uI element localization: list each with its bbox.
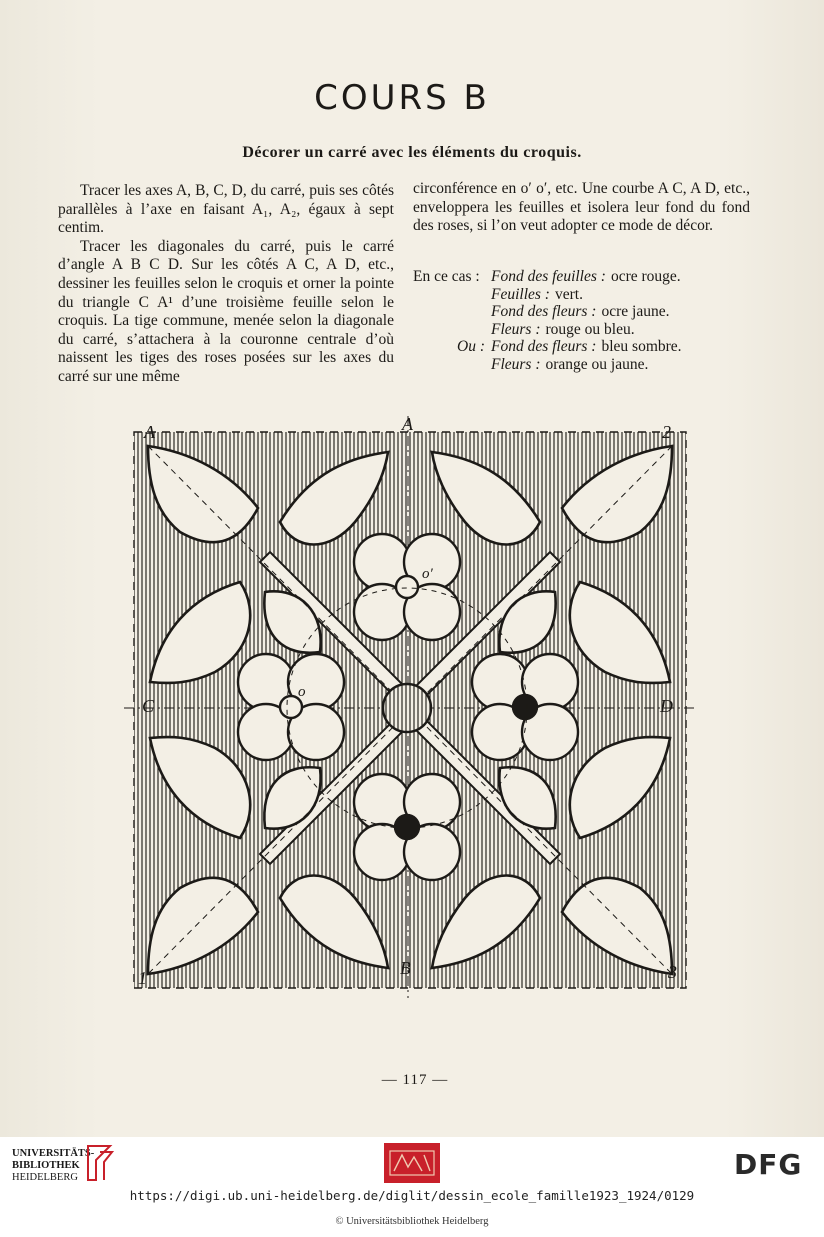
label-top-left: A (144, 422, 155, 442)
color-row-label (413, 303, 491, 321)
color-row (413, 356, 743, 374)
color-row (413, 286, 743, 304)
color-row (413, 303, 743, 321)
color-row-value: ocre rouge. (610, 268, 681, 285)
color-row (413, 321, 743, 339)
color-scheme-list (413, 268, 743, 374)
color-row-label (413, 286, 491, 304)
color-row-key: Fond des feuilles : (491, 268, 606, 285)
label-bottom-left: 1 (138, 968, 147, 988)
page-title: COURS B (314, 78, 490, 118)
color-row-label (413, 321, 491, 339)
color-row-label: En ce cas : (413, 268, 480, 285)
color-row-key: Fleurs : (491, 355, 541, 373)
color-row-key: Feuilles : (491, 285, 550, 303)
color-row-label: Ou : (457, 338, 485, 356)
color-row-value: bleu sombre. (601, 338, 682, 356)
color-row-label (413, 356, 491, 374)
label-bottom-center: B (400, 958, 411, 978)
left-column (58, 182, 394, 387)
episteme-logo[interactable] (384, 1143, 440, 1183)
flower-right (472, 654, 578, 760)
color-row-key: Fond des fleurs : (491, 338, 597, 356)
label-o-prime: o′ (422, 566, 433, 582)
logo-line-3: HEIDELBERG (12, 1172, 78, 1183)
document-url-link[interactable]: https://digi.ub.uni-heidelberg.de/diglit/dessin_ecole_famille1923_1924/0129 (129, 1188, 695, 1203)
paragraph-axes: Tracer les axes A, B, C, D, du carré, puis ses côtés parallèles à l’axe en faisant A₁, A₂, égaux à sept centim. (58, 182, 394, 237)
flower-bottom (354, 774, 460, 880)
label-right: D (660, 696, 673, 716)
logo-line-2: BIBLIOTHEK (12, 1160, 80, 1171)
decorated-square-figure (120, 412, 700, 1002)
right-column (413, 180, 750, 236)
color-row-value: orange ou jaune. (545, 355, 649, 373)
paragraph-diagonals: Tracer les diagonales du carré, puis le carré d’angle A B C D. Sur les côtés A C, A D, etc., dessiner les feuilles selon le croquis et orner la pointe du triangle C A¹ d’une troisième feuille selon le croquis. La tige commune, menée selon la diagonale du carré, s’attachera à la couronne centrale d’où naissent les tiges des roses posées sur les axes du carré sur une même (58, 237, 394, 385)
copyright-notice: © Universitätsbibliothek Heidelberg (335, 1216, 489, 1227)
episteme-icon (384, 1143, 440, 1183)
logo-line-1: UNIVERSITÄTS- (12, 1148, 95, 1159)
university-library-logo[interactable] (12, 1148, 94, 1184)
label-top-center: A (402, 414, 413, 434)
color-row-value: rouge ou bleu. (545, 320, 635, 338)
color-row-key: Fleurs : (491, 320, 541, 338)
flower-top (354, 534, 460, 640)
label-top-right: 2 (662, 422, 671, 442)
color-row (413, 268, 743, 286)
color-row-value: vert. (554, 285, 583, 303)
central-crown (383, 684, 431, 732)
page-number: — 117 — (381, 1072, 449, 1088)
color-row-value: ocre jaune. (601, 303, 670, 321)
dfg-logo[interactable]: DFG (734, 1148, 803, 1181)
color-row (413, 338, 743, 356)
color-row-key: Fond des fleurs : (491, 303, 597, 321)
paragraph-circumference: circonférence en o′ o′, etc. Une courbe A C, A D, etc., enveloppera les feuilles et isolera leur fond du fond des roses, si l’on veut adopter ce mode de décor. (413, 180, 750, 235)
page-subtitle: Décorer un carré avec les éléments du croquis. (242, 144, 582, 161)
flower-left (238, 654, 344, 760)
library-mark-icon (84, 1142, 114, 1184)
label-o: o (298, 684, 306, 700)
label-bottom-right: 3 (668, 962, 677, 982)
label-left: C (142, 696, 155, 716)
